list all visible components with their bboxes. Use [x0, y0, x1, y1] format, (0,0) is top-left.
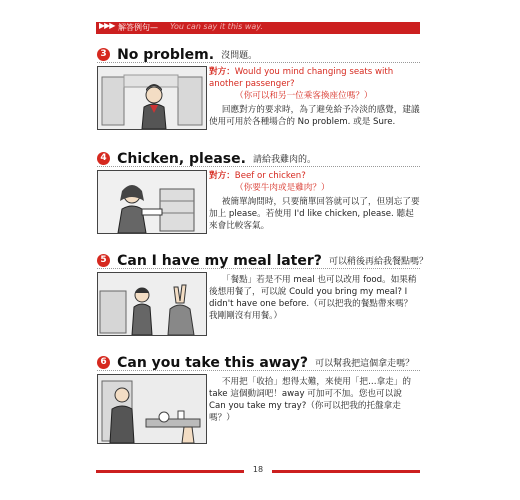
section-phrase-zh: 請給我雞肉的。	[253, 155, 317, 165]
section-phrase: Can you take this away?	[117, 354, 308, 371]
illustration-meal-cart	[97, 170, 207, 234]
header-arrows: ▶▶▶	[99, 21, 115, 30]
dialogue	[209, 170, 420, 182]
footer-bar-left	[96, 470, 244, 473]
section-4	[97, 148, 420, 248]
header-bar	[96, 22, 420, 34]
section-3	[97, 44, 420, 144]
section-phrase: No problem.	[117, 46, 215, 63]
speaker-label: 對方：	[209, 171, 235, 181]
explanation: 回應對方的要求時，為了避免給予冷淡的感覺，建議使用可用於各種場合的 No problem. 或是 Sure.	[209, 105, 420, 127]
illustration-passenger-decline	[97, 272, 207, 336]
question-en: Would you mind changing seats with another passenger?	[209, 67, 394, 89]
question-zh: （你要牛肉或是雞肉？）	[235, 183, 330, 193]
section-number: 4	[97, 152, 110, 165]
speaker-label: 對方：	[209, 67, 235, 77]
section-phrase: Can I have my meal later?	[117, 252, 322, 269]
section-heading	[97, 44, 257, 62]
explanation: 「餐點」若是不用 meal 也可以改用 food。如果稍後想用餐了，可以說 Could you bring my meal? I didn't have one before.（可以把我的餐點帶來嗎？我剛剛沒有用餐。）	[209, 275, 417, 321]
question-zh: （你可以和另一位乘客換座位嗎？）	[235, 91, 373, 101]
section-phrase-zh: 沒問題。	[221, 51, 258, 61]
section-phrase-zh: 可以幫我把這個拿走嗎？	[315, 359, 415, 369]
section-phrase: Chicken, please.	[117, 150, 246, 167]
section-6	[97, 352, 420, 452]
section-body	[209, 374, 420, 424]
header-title: 解答例句—	[118, 23, 158, 32]
section-body	[209, 66, 420, 128]
section-number: 6	[97, 356, 110, 369]
section-heading	[97, 352, 414, 370]
divider	[97, 268, 420, 269]
section-body	[209, 272, 420, 322]
divider	[97, 370, 420, 371]
illustration-flight-attendant	[97, 66, 207, 130]
divider	[97, 166, 420, 167]
explanation: 不用把「收拾」想得太難，來使用「把…拿走」的 take 這個動詞吧！away 可加可不加。您也可以說 Can you take my tray?（你可以把我的托盤拿走嗎？）	[209, 377, 411, 423]
section-heading	[97, 148, 316, 166]
explanation: 被簡單詢問時，只要簡單回答就可以了，但別忘了要加上 please。若使用 I'd like chicken, please. 聽起來會比較客氣。	[209, 197, 420, 231]
section-body	[209, 170, 420, 232]
page-number: 18	[252, 465, 264, 474]
illustration-tray	[97, 374, 207, 444]
header-subtitle: You can say it this way.	[170, 22, 263, 31]
dialogue	[209, 66, 420, 90]
question-en: Beef or chicken?	[234, 171, 306, 181]
section-5	[97, 250, 429, 350]
section-number: 5	[97, 254, 110, 267]
section-number: 3	[97, 48, 110, 61]
footer-bar-right	[272, 470, 420, 473]
footer	[96, 465, 420, 474]
section-phrase-zh: 可以稍後再給我餐點嗎？	[329, 257, 429, 267]
section-heading	[97, 250, 428, 268]
divider	[97, 62, 420, 63]
